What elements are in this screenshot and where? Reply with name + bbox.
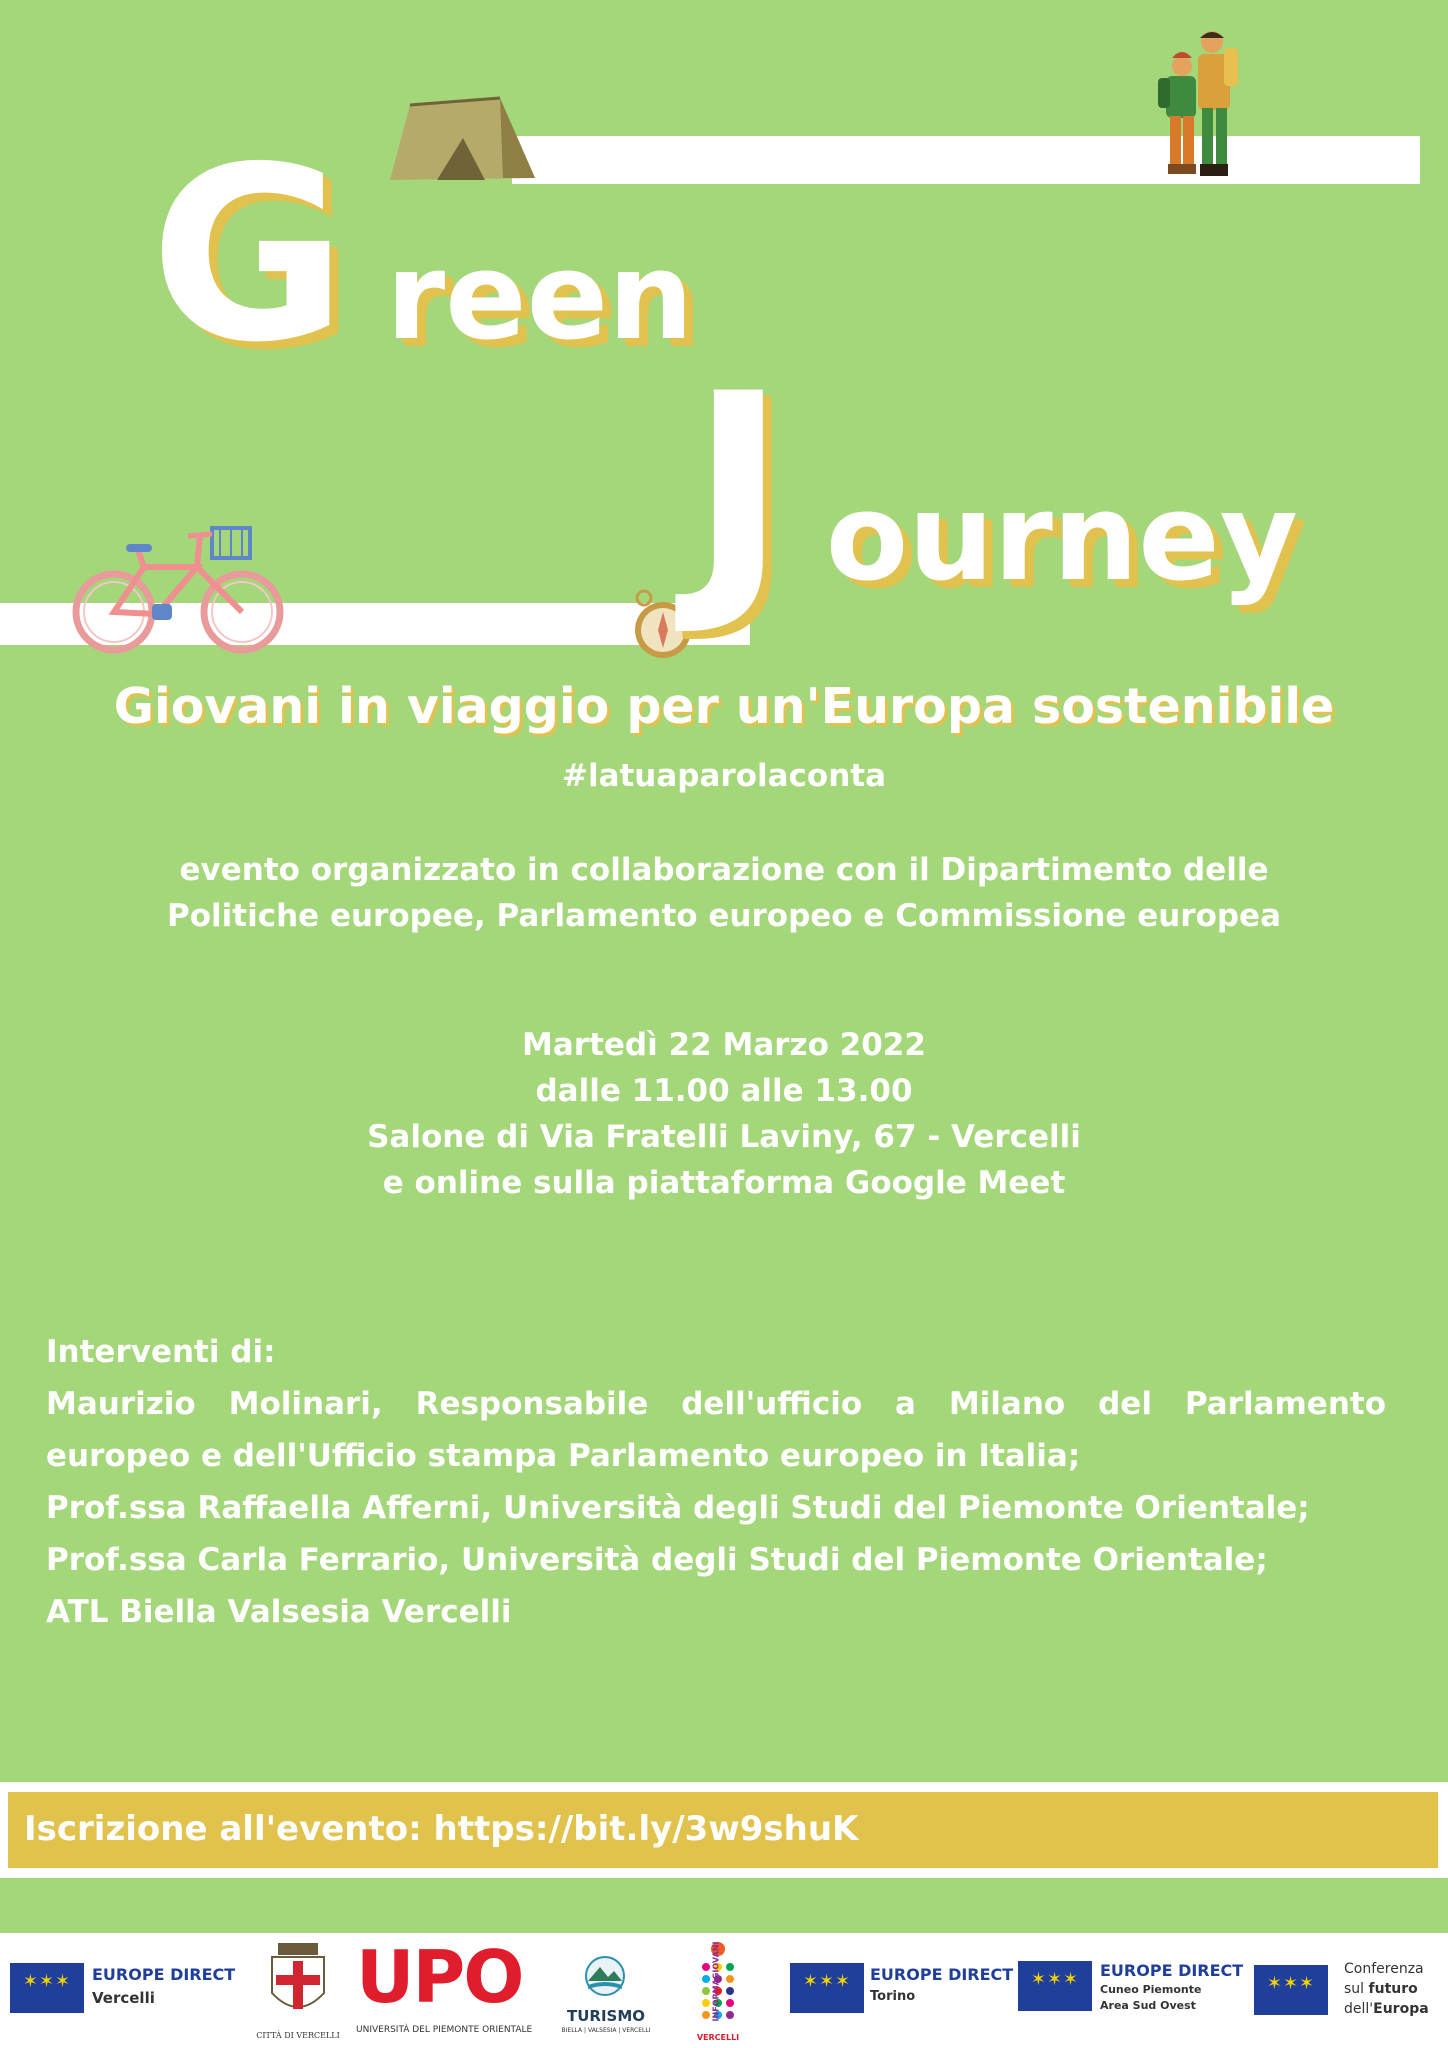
informagiovani-sub: VERCELLI bbox=[696, 2033, 740, 2042]
title-green-initial: G bbox=[150, 115, 347, 395]
partner-logos bbox=[0, 1933, 1448, 2048]
turismo-sub: BIELLA | VALSESIA | VERCELLI bbox=[561, 2027, 651, 2034]
event-date: Martedì 22 Marzo 2022 bbox=[522, 1027, 926, 1063]
eu-stars-icon: ✶✶✶ bbox=[22, 1971, 72, 1992]
conferenza-line3-bold: Europa bbox=[1373, 2001, 1429, 2017]
speakers-heading: Interventi di: bbox=[46, 1334, 276, 1370]
ed-torino-sub: Torino bbox=[870, 1989, 916, 2004]
ed-cuneo-title: EUROPE DIRECT bbox=[1100, 1961, 1244, 1980]
subtitle: Giovani in viaggio per un'Europa sostenibile bbox=[113, 678, 1335, 735]
conferenza-line3-pre: dell' bbox=[1344, 2001, 1374, 2017]
speaker-line: europeo e dell'Ufficio stampa Parlamento europeo in Italia; bbox=[46, 1438, 1081, 1474]
upo-logo: UPO bbox=[356, 1935, 523, 2019]
conferenza-line2-bold: futuro bbox=[1368, 1981, 1418, 1997]
title-journey-text: J bbox=[690, 339, 787, 641]
ed-vercelli-sub: Vercelli bbox=[92, 1989, 155, 2007]
conferenza-line2-pre: sul bbox=[1344, 1981, 1369, 1997]
conferenza-line1: Conferenza bbox=[1344, 1961, 1424, 1977]
registration-link[interactable]: Iscrizione all'evento: https://bit.ly/3w9shuK bbox=[24, 1809, 859, 1849]
event-venue: Salone di Via Fratelli Laviny, 67 - Vercelli bbox=[367, 1119, 1081, 1155]
ed-cuneo-sub2: Area Sud Ovest bbox=[1100, 1999, 1196, 2012]
event-details bbox=[0, 1022, 1448, 1206]
title-green bbox=[150, 115, 694, 395]
speaker-line: Maurizio Molinari, Responsabile dell'ufficio a Milano del Parlamento bbox=[46, 1386, 1386, 1422]
citta-label: CITTÀ DI VERCELLI bbox=[256, 2031, 340, 2040]
speaker-line: ATL Biella Valsesia Vercelli bbox=[46, 1594, 512, 1630]
speaker-line: Prof.ssa Raffaella Afferni, Università degli Studi del Piemonte Orientale; bbox=[46, 1490, 1310, 1526]
vercelli-crest-icon bbox=[262, 1941, 334, 2029]
title-green-rest: reen bbox=[386, 228, 694, 367]
conferenza-label bbox=[1344, 1959, 1429, 2019]
upo-sub: UNIVERSITÀ DEL PIEMONTE ORIENTALE bbox=[356, 2025, 533, 2035]
event-time: dalle 11.00 alle 13.00 bbox=[535, 1073, 913, 1109]
eu-stars-icon: ✶✶✶ bbox=[1030, 1969, 1080, 1990]
eu-stars-icon: ✶✶✶ bbox=[1266, 1973, 1316, 1994]
ed-vercelli-title: EUROPE DIRECT bbox=[92, 1965, 236, 1984]
turismo-title: TURISMO bbox=[566, 2007, 646, 2025]
compass-icon bbox=[632, 588, 694, 660]
title-journey-rest: ourney bbox=[825, 469, 1298, 608]
ed-torino-title: EUROPE DIRECT bbox=[870, 1965, 1014, 1984]
ed-cuneo-sub1: Cuneo Piemonte bbox=[1100, 1983, 1202, 1996]
organization-line: evento organizzato in collaborazione con il Dipartimento delle bbox=[179, 852, 1269, 888]
title-journey bbox=[690, 339, 1298, 641]
organization-line: Politiche europee, Parlamento europeo e Commissione europea bbox=[166, 898, 1282, 934]
conferenza-line3 bbox=[1344, 1999, 1429, 2019]
speaker-line: Prof.ssa Carla Ferrario, Università degli Studi del Piemonte Orientale; bbox=[46, 1542, 1268, 1578]
conferenza-line2 bbox=[1344, 1979, 1429, 1999]
informagiovani-vertical: INFORMAGIOVANI bbox=[711, 1941, 721, 2022]
turismo-icon bbox=[584, 1955, 626, 1997]
eu-stars-icon: ✶✶✶ bbox=[802, 1971, 852, 1992]
speakers bbox=[46, 1326, 1386, 1638]
hikers-icon bbox=[1150, 28, 1242, 180]
organization bbox=[0, 847, 1448, 939]
bicycle-icon bbox=[72, 522, 284, 656]
hashtag: #latuaparolaconta bbox=[561, 758, 887, 794]
event-online: e online sulla piattaforma Google Meet bbox=[382, 1165, 1066, 1201]
